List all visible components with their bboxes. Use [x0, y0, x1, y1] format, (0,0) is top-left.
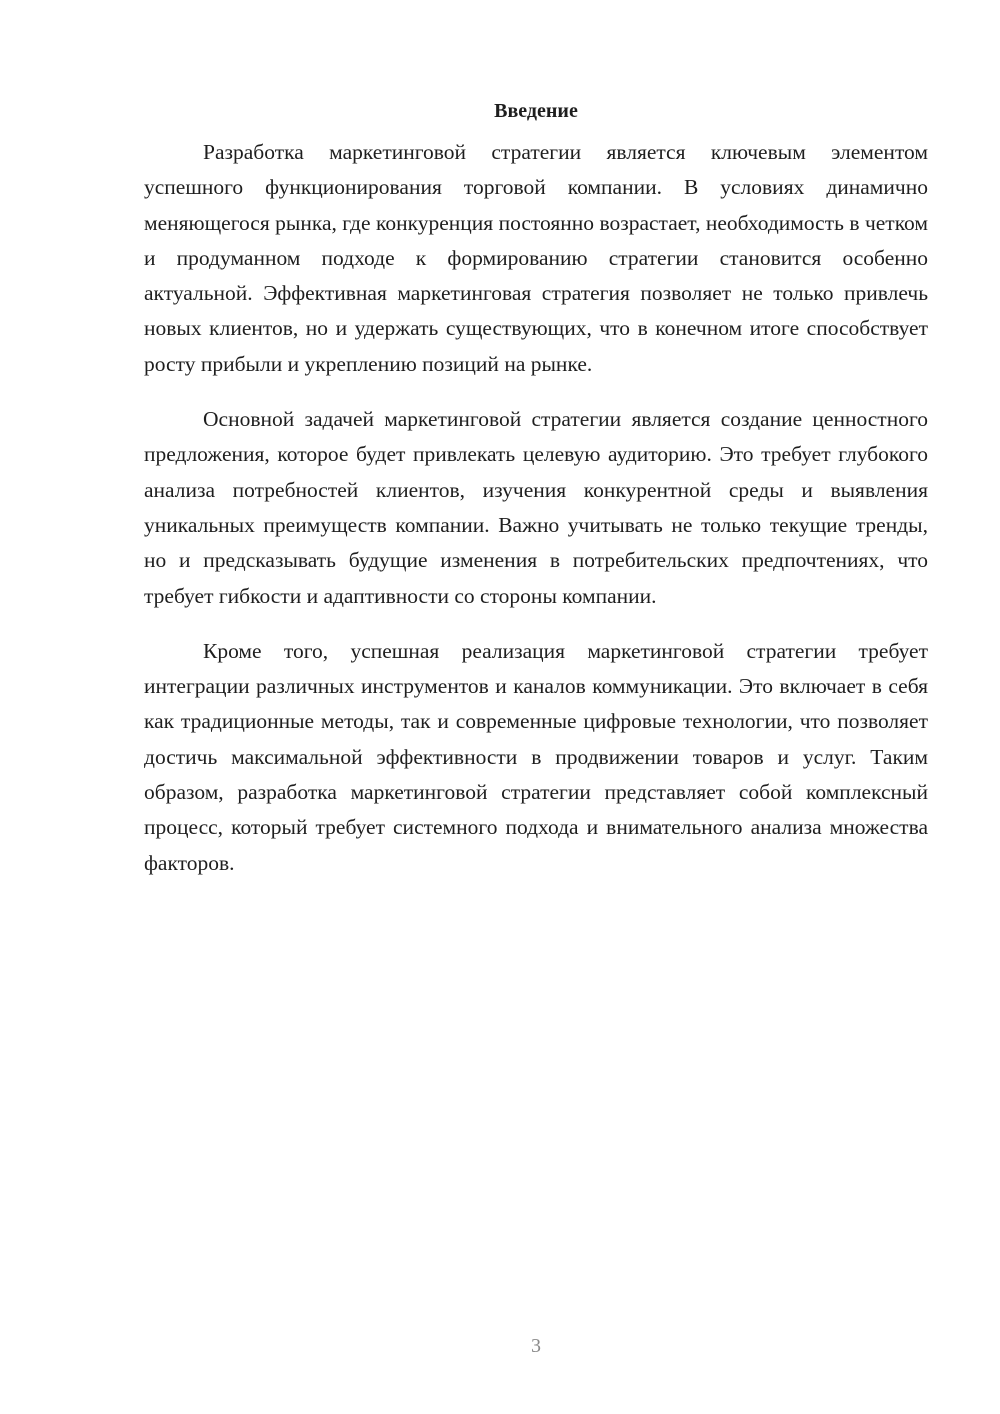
page-number: 3: [531, 1335, 541, 1357]
paragraph-1: Разработка маркетинговой стратегии является ключевым элементом успешного функционирования торговой компании. В условиях динамично меняющегося рынка, где конкуренция постоянно возрастает, необходимость в четком и продуманном подходе к формированию стратегии становится особенно актуальной. Эффективная маркетинговая стратегия позволяет не только привлечь новых клиентов, но и удержать существующих, что в конечном итоге способствует росту прибыли и укреплению позиций на рынке.: [144, 140, 928, 376]
section-title: Введение: [494, 100, 578, 122]
page-body: [144, 98, 928, 881]
paragraph-3: Кроме того, успешная реализация маркетинговой стратегии требует интеграции различных инструментов и каналов коммуникации. Это включает в себя как традиционные методы, так и современные цифровые технологии, что позволяет достичь максимальной эффективности в продвижении товаров и услуг. Таким образом, разработка маркетинговой стратегии представляет собой комплексный процесс, который требует системного подхода и внимательного анализа множества факторов.: [144, 638, 928, 875]
paragraph-2: Основной задачей маркетинговой стратегии является создание ценностного предложения, которое будет привлекать целевую аудиторию. Это требует глубокого анализа потребностей клиентов, изучения конкурентной среды и выявления уникальных преимуществ компании. Важно учитывать не только текущие тренды, но и предсказывать будущие изменения в потребительских предпочтениях, что требует гибкости и адаптивности со стороны компании.: [144, 407, 928, 608]
